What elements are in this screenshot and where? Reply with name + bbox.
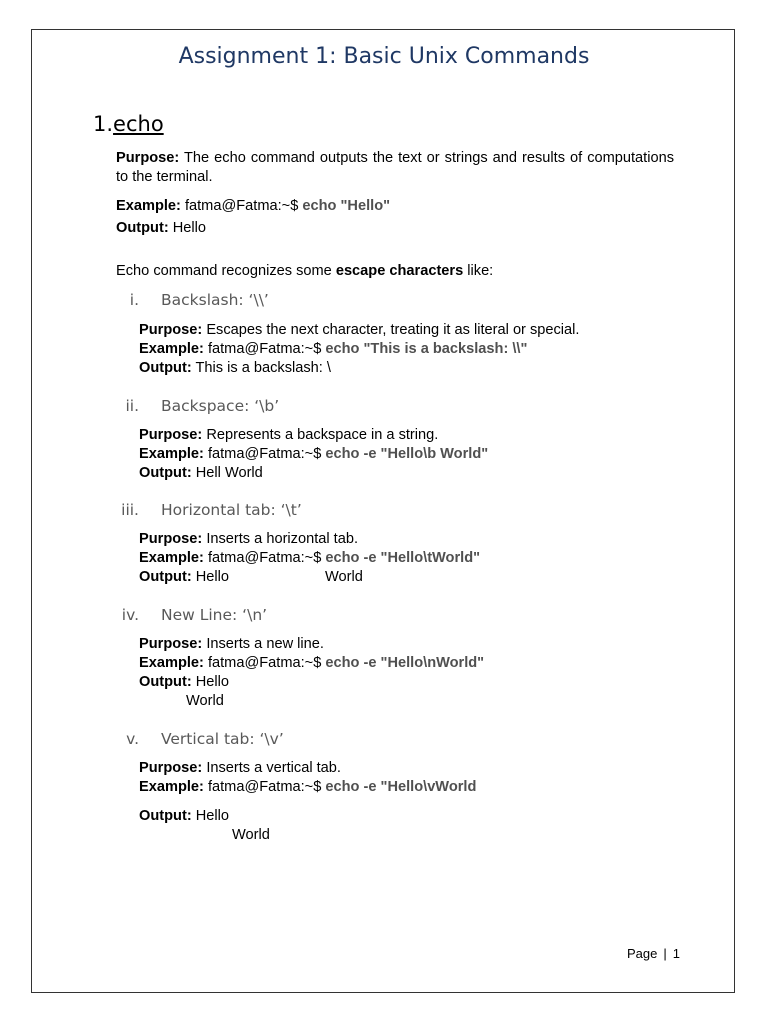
intro-output bbox=[116, 219, 206, 238]
item-title: Backslash: ‘\\’ bbox=[161, 291, 269, 309]
footer-separator: | bbox=[663, 946, 667, 961]
purpose-label: Purpose: bbox=[116, 150, 180, 166]
item-number: v. bbox=[126, 730, 139, 748]
section-number: 1. bbox=[93, 112, 114, 136]
example-label: Example: bbox=[139, 341, 204, 357]
subheading-vertical-tab bbox=[113, 730, 284, 748]
output-label: Output: bbox=[139, 569, 192, 585]
purpose-text: Inserts a new line. bbox=[206, 636, 324, 652]
output-second-line: World bbox=[232, 827, 270, 843]
item-title: Horizontal tab: ‘\t’ bbox=[161, 501, 302, 519]
escape-intro-bold: escape characters bbox=[335, 263, 464, 279]
item-output bbox=[139, 464, 263, 483]
output-text: Hello bbox=[195, 808, 230, 824]
output-second-line: World bbox=[186, 693, 224, 709]
escape-intro-text: Echo command recognizes some bbox=[116, 263, 332, 279]
item-number: i. bbox=[129, 291, 139, 309]
command: echo "This is a backslash: \\" bbox=[325, 341, 528, 357]
output-label: Output: bbox=[139, 465, 192, 481]
item-purpose bbox=[139, 321, 579, 340]
item-title: New Line: ‘\n’ bbox=[161, 606, 268, 624]
intro-example bbox=[116, 197, 390, 216]
subheading-backslash bbox=[113, 291, 269, 309]
purpose-text: Escapes the next character, treating it as literal or special. bbox=[206, 322, 580, 338]
item-example bbox=[139, 445, 488, 464]
item-number: iii. bbox=[121, 501, 139, 519]
command: echo "Hello" bbox=[302, 198, 391, 214]
item-output bbox=[139, 807, 229, 826]
command: echo -e "Hello\b World" bbox=[325, 446, 489, 462]
escape-intro-tail: like: bbox=[467, 263, 494, 279]
intro-purpose bbox=[116, 149, 674, 187]
output-tabbed-text: World bbox=[325, 569, 363, 585]
item-example bbox=[139, 549, 480, 568]
purpose-text: The echo command outputs the text or strings and results of computations to the terminal. bbox=[116, 150, 674, 185]
output-text: This is a backslash: \ bbox=[195, 360, 331, 376]
item-number: ii. bbox=[125, 397, 139, 415]
item-purpose bbox=[139, 530, 358, 549]
escape-intro bbox=[116, 262, 493, 281]
item-purpose bbox=[139, 635, 324, 654]
shell-prompt: fatma@Fatma:~$ bbox=[207, 341, 322, 357]
output-label: Output: bbox=[116, 220, 169, 236]
item-purpose bbox=[139, 759, 341, 778]
item-example bbox=[139, 778, 476, 797]
page-footer bbox=[627, 946, 680, 961]
command: echo -e "Hello\vWorld bbox=[325, 779, 477, 795]
output-text: Hell World bbox=[195, 465, 263, 481]
output-text: Hello bbox=[195, 674, 230, 690]
purpose-label: Purpose: bbox=[139, 760, 203, 776]
item-output bbox=[139, 568, 229, 587]
item-example bbox=[139, 340, 527, 359]
item-output bbox=[139, 359, 331, 378]
output-label: Output: bbox=[139, 674, 192, 690]
shell-prompt: fatma@Fatma:~$ bbox=[207, 550, 322, 566]
output-label: Output: bbox=[139, 360, 192, 376]
purpose-label: Purpose: bbox=[139, 322, 203, 338]
purpose-text: Inserts a horizontal tab. bbox=[206, 531, 359, 547]
output-text: Hello bbox=[172, 220, 207, 236]
purpose-label: Purpose: bbox=[139, 636, 203, 652]
command: echo -e "Hello\tWorld" bbox=[325, 550, 481, 566]
purpose-label: Purpose: bbox=[139, 427, 203, 443]
example-label: Example: bbox=[139, 655, 204, 671]
command: echo -e "Hello\nWorld" bbox=[325, 655, 485, 671]
purpose-text: Represents a backspace in a string. bbox=[206, 427, 439, 443]
example-label: Example: bbox=[139, 550, 204, 566]
purpose-text: Inserts a vertical tab. bbox=[206, 760, 341, 776]
example-label: Example: bbox=[139, 446, 204, 462]
shell-prompt: fatma@Fatma:~$ bbox=[207, 779, 322, 795]
example-label: Example: bbox=[139, 779, 204, 795]
page-label: Page bbox=[627, 946, 658, 961]
shell-prompt: fatma@Fatma:~$ bbox=[207, 446, 322, 462]
document-title: Assignment 1: Basic Unix Commands bbox=[178, 44, 590, 69]
subheading-new-line bbox=[113, 606, 267, 624]
example-label: Example: bbox=[116, 198, 181, 214]
page-number: 1 bbox=[672, 946, 680, 961]
shell-prompt: fatma@Fatma:~$ bbox=[207, 655, 322, 671]
item-title: Vertical tab: ‘\v’ bbox=[161, 730, 284, 748]
item-purpose bbox=[139, 426, 438, 445]
subheading-backspace bbox=[113, 397, 279, 415]
subheading-horizontal-tab bbox=[113, 501, 302, 519]
item-number: iv. bbox=[121, 606, 139, 624]
output-label: Output: bbox=[139, 808, 192, 824]
item-title: Backspace: ‘\b’ bbox=[161, 397, 280, 415]
shell-prompt: fatma@Fatma:~$ bbox=[184, 198, 299, 214]
item-example bbox=[139, 654, 484, 673]
output-text: Hello bbox=[195, 569, 230, 585]
section-heading-text: echo bbox=[113, 112, 164, 136]
item-output bbox=[139, 673, 229, 692]
purpose-label: Purpose: bbox=[139, 531, 203, 547]
section-heading bbox=[93, 112, 164, 136]
